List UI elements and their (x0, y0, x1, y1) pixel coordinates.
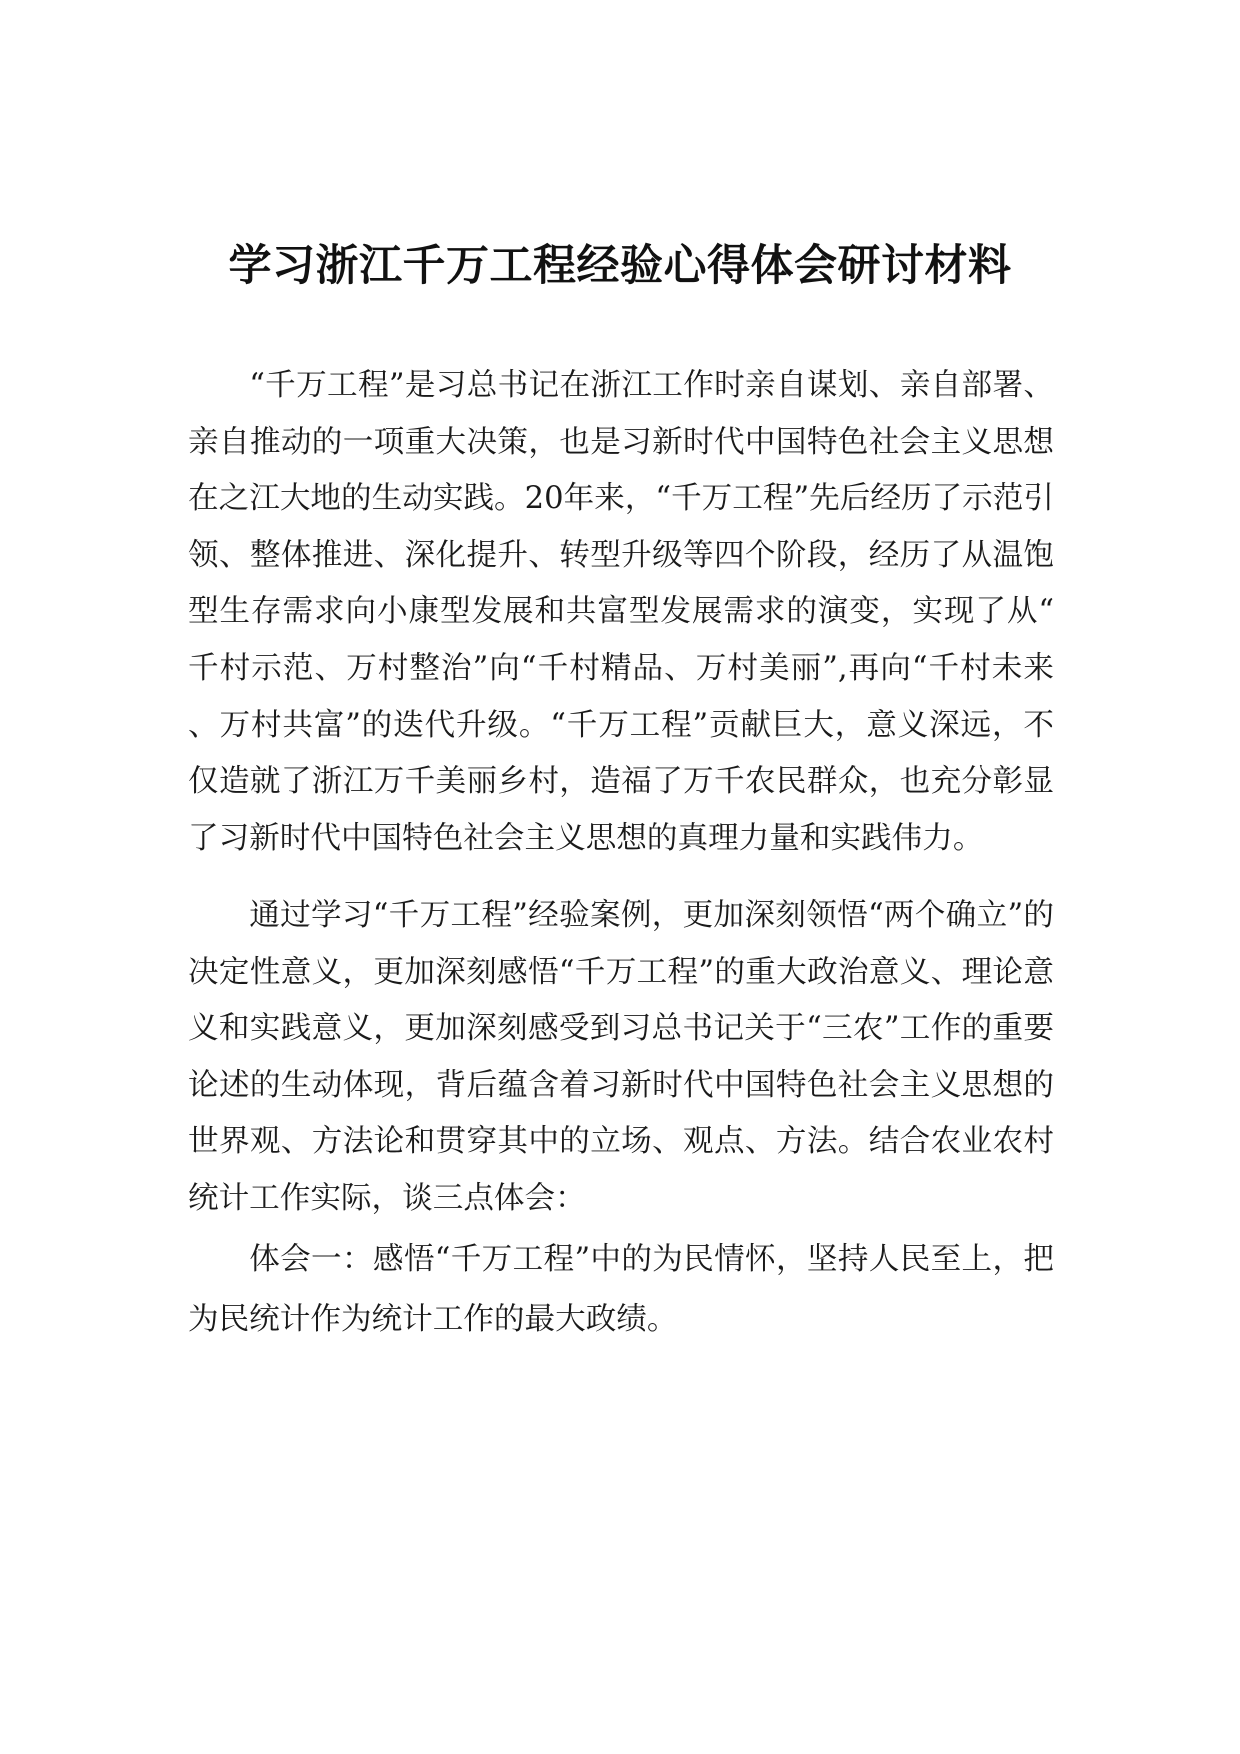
paragraph-learning: 通过学习“千万工程”经验案例，更加深刻领悟“两个确立”的决定性意义，更加深刻感悟“千万工程”的重大政治意义、理论意义和实践意义，更加深刻感受到习总书记关于“三农”工作的重要论述的生动体现，背后蕴含着习新时代中国特色社会主义思想的世界观、方法论和贯穿其中的立场、观点、方法。结合农业农村统计工作实际，谈三点体会： (188, 898, 1054, 1216)
paragraph-intro: “千万工程”是习总书记在浙江工作时亲自谋划、亲自部署、亲自推动的一项重大决策，也是习新时代中国特色社会主义思想在之江大地的生动实践。20年来，“千万工程”先后经历了示范引领、整体推进、深化提升、转型升级等四个阶段，经历了从温饱型生存需求向小康型发展和共富型发展需求的演变，实现了从“千村示范、万村整治”向“千村精品、万村美丽”,再向“千村未来、万村共富”的迭代升级。“千万工程”贡献巨大，意义深远，不仅造就了浙江万千美丽乡村，造福了万千农民群众，也充分彰显了习新时代中国特色社会主义思想的真理力量和实践伟力。 (188, 368, 1054, 856)
paragraph-insight-one: 体会一：感悟“千万工程”中的为民情怀，坚持人民至上，把为民统计作为统计工作的最大政绩。 (188, 1242, 1054, 1337)
document-title: 学习浙江千万工程经验心得体会研讨材料 (228, 241, 1012, 291)
